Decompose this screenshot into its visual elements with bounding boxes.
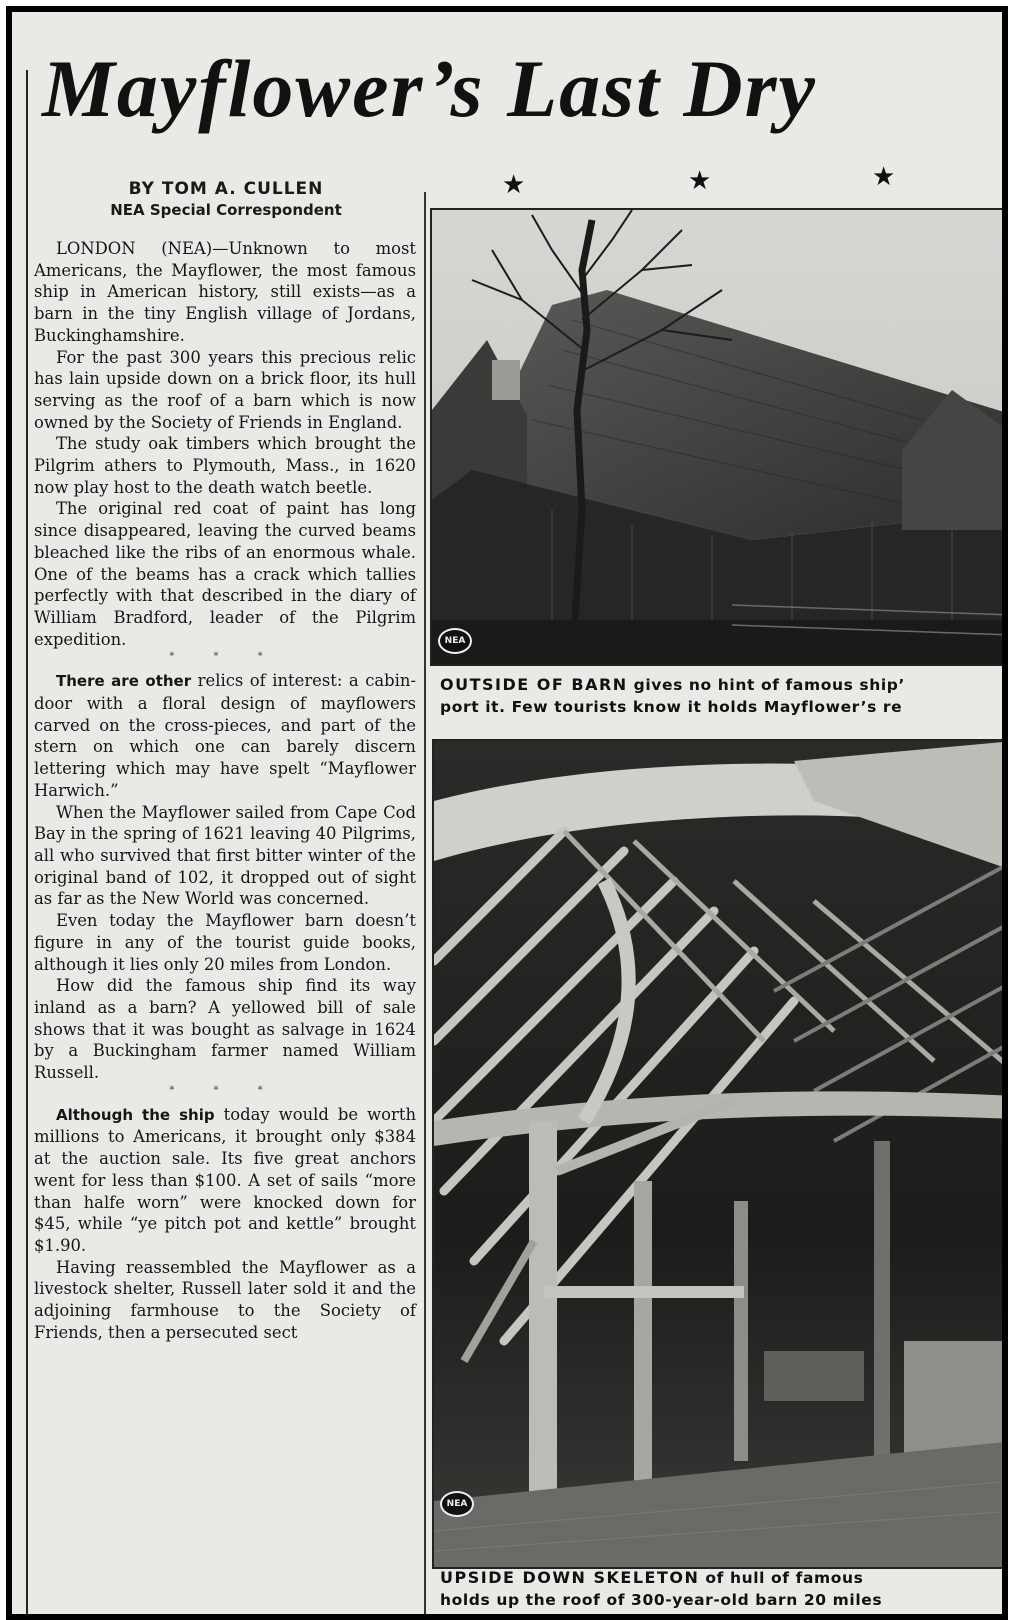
barn-exterior-photo (430, 208, 1008, 666)
section-separator: * * * (169, 651, 281, 663)
barn-exterior-caption (440, 674, 905, 718)
article-paragraph: LONDON (NEA)—Unknown to most Americans, the Mayflower, the most famous ship in American history, still exists—as a barn in the tiny English village of Jordans, Buckinghamshire. (34, 239, 416, 345)
byline (36, 179, 416, 219)
barn-interior-caption (440, 1567, 882, 1611)
barn-exterior-image (432, 210, 1008, 664)
caption-lead: OUTSIDE OF BARN (440, 675, 628, 694)
newspaper-clipping (6, 6, 1008, 1620)
article-paragraph: When the Mayflower sailed from Cape Cod Bay in the spring of 1621 leaving 40 Pilgrims, all who survived that first bitter winter of the original band of 102, it dropped out of sight as far as the New World was concerned. (34, 802, 416, 909)
headline: Mayflower’s Last Dry (42, 43, 817, 134)
barn-interior-photo (432, 739, 1008, 1569)
caption-lead: UPSIDE DOWN SKELETON (440, 1568, 700, 1587)
article-paragraph (34, 1104, 416, 1257)
article-paragraph: For the past 300 years this precious relic has lain upside down on a brick floor, its hull serving as the roof of a barn which is now owned by the Society of Friends in England. (34, 347, 416, 432)
caption-text: of hull of famous (705, 1569, 864, 1587)
paragraph-text: relics of interest: a cabin-door with a floral design of mayflowers carved on the cross-pieces, and part of the stern on which one can barely discern lettering which may have spelt “Mayflower Harwich.” (34, 671, 416, 800)
caption-text: holds up the roof of 300-year-old barn 20 miles (440, 1591, 883, 1609)
article-body (34, 238, 416, 1343)
article-paragraph: The original red coat of paint has long since disappeared, leaving the curved beams bleached like the ribs of an enormous whale. One of the beams has a crack which tallies perfectly with that described in the diary of William Bradford, leader of the Pilgrim expedition. (34, 499, 416, 649)
article-paragraph: Having reassembled the Mayflower as a livestock shelter, Russell later sold it and the adjoining farmhouse to the Society of Friends, then a persecuted sect (34, 1257, 416, 1342)
article-paragraph: Even today the Mayflower barn doesn’t figure in any of the tourist guide books, although it lies only 20 miles from London. (34, 911, 416, 974)
star-ornament: ★ (502, 170, 526, 200)
article-paragraph: How did the famous ship find its way inland as a barn? A yellowed bill of sale shows that it was bought as salvage in 1624 by a Buckingham farmer named William Russell. (34, 976, 416, 1083)
photo-credit-logo: NEA (438, 628, 472, 654)
photo-credit-logo: NEA (440, 1491, 474, 1517)
byline-role: NEA Special Correspondent (110, 201, 342, 219)
headline-stars (432, 162, 992, 200)
left-column-rule (26, 70, 28, 1620)
section-separator: * * * (169, 1084, 281, 1096)
paragraph-lead-in: Although the ship (56, 1105, 215, 1124)
article-paragraph (34, 670, 416, 801)
caption-text: gives no hint of famous ship’ (633, 676, 905, 694)
caption-text: port it. Few tourists know it holds Mayflower’s re (440, 698, 903, 716)
article-paragraph: The study oak timbers which brought the Pilgrim athers to Plymouth, Mass., in 1620 now play host to the death watch beetle. (34, 434, 416, 497)
paragraph-text: today would be worth millions to Americans, it brought only $384 at the auction sale. Its five great anchors went for less than $100. A set of sails “more than halfe worn” were knocked down for $45, while “ye pitch pot and kettle” brought $1.90. (34, 1104, 416, 1255)
paragraph-lead-in: There are other (56, 672, 192, 691)
byline-author: BY TOM A. CULLEN (128, 179, 324, 199)
star-ornament: ★ (688, 166, 712, 196)
column-rule (424, 192, 426, 1620)
star-ornament: ★ (872, 162, 896, 192)
barn-interior-image (434, 741, 1008, 1567)
